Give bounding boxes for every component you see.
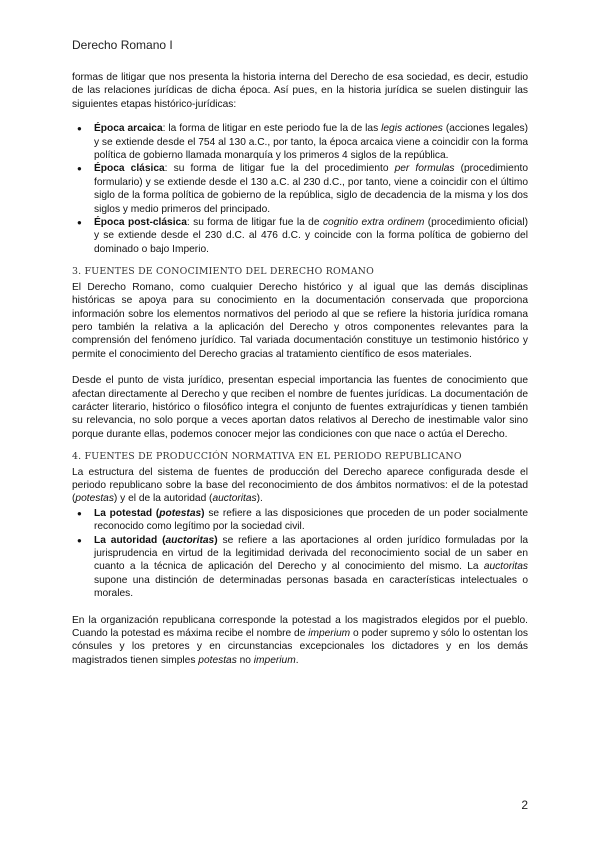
text: auctoritas	[165, 534, 215, 546]
text: o poder supremo y sólo lo ostentan los cónsules y los pretores y en circunstancias excepcionales los dictadores y en los demás magistrados tienen simples	[72, 628, 528, 666]
text: : la forma de litigar en este periodo fue la de las	[162, 123, 382, 135]
text: auctoritas	[212, 493, 257, 505]
list-item-epoca-arcaica	[72, 122, 528, 162]
normative-spheres-list	[72, 507, 528, 601]
section3-paragraph-2: Desde el punto de vista jurídico, presentan especial importancia las fuentes de conocimiento que afectan directamente al Derecho y que reciben el nombre de fuentes jurídicas. La documentación de carácter literario, histórico o filosófico integra el conjunto de fuentes extrajurídicas y tienen también su relevancia, no solo porque a veces aportan datos relativos al Derecho de inestimable valor sino porque durante ellas, podemos conocer mejor las condiciones con que nace o actúa el Derecho.	[72, 375, 528, 440]
running-header: Derecho Romano I	[72, 38, 173, 52]
text: ).	[256, 493, 263, 505]
text: : su forma de litigar fue la del procedimiento	[164, 163, 395, 175]
historical-stages-list	[72, 122, 528, 256]
text: potestas	[159, 507, 202, 519]
text: (acciones legales) y se extiende desde el 754 al 130 a.C., por tanto, la época arcaica viene a coincidir con la forma política de gobierno llamada monarquía y los primeros 4 siglos de la república.	[94, 123, 529, 162]
term-per-formulas: per formulas	[394, 163, 455, 175]
list-item-potestad	[72, 507, 528, 534]
text: se refiere a las disposiciones que proceden de un poder socialmente reconocido como legítimo por la sociedad civil.	[94, 507, 528, 533]
section4-final-paragraph	[72, 614, 528, 668]
term-legis-actiones: legis actiones	[381, 123, 443, 135]
text: ) y el de la autoridad (	[113, 493, 213, 505]
section4-intro-paragraph	[72, 466, 528, 506]
text: : su forma de litigar fue la de	[186, 217, 323, 229]
term-potestad	[94, 508, 205, 519]
text: (procedimiento formulario) y se extiende desde el 130 a.C. al 230 d.C., por tanto, viene a coincidir con el último siglo de la forma política de gobierno de la república, siglo de decadencia de la misma y los dos siglos y medio primeros del principado.	[94, 163, 528, 215]
text: imperium	[308, 628, 351, 640]
intro-paragraph: formas de litigar que nos presenta la historia interna del Derecho de esa sociedad, es decir, estudio de las relaciones jurídicas de dicha época. Así pues, en la historia jurídica se suelen distinguir las siguientes etapas histórico-jurídicas:	[72, 72, 528, 110]
text: potestas	[75, 493, 114, 505]
text: imperium	[253, 654, 296, 666]
text: .	[295, 654, 299, 666]
text: (procedimiento oficial) y se extiende desde el 230 d.C. al 476 d.C. y coincide con la forma política de gobierno del dominado o bajo Imperio.	[94, 217, 528, 255]
document-body	[72, 71, 528, 667]
term-cognitio-extra-ordinem: cognitio extra ordinem	[322, 217, 425, 229]
text: )	[214, 534, 218, 546]
list-item-epoca-clasica	[72, 162, 528, 216]
text: auctoritas	[483, 561, 528, 573]
text: La autoridad (	[94, 534, 166, 546]
text: supone una distinción de determinadas personas basada en características intelectuales o morales.	[94, 574, 528, 600]
page-number: 2	[521, 798, 528, 812]
text: se refiere a las aportaciones al orden jurídico formuladas por la jurisprudencia en virtud de la legitimidad derivada del reconocimiento social de un saber en cuanto a la técnica de aplicación del Derecho y al conocimiento del mismo. La	[94, 534, 529, 573]
text: )	[201, 507, 205, 519]
text: La potestad (	[94, 507, 160, 519]
text: potestas	[198, 654, 237, 666]
text: En la organización republicana corresponde la potestad a los magistrados elegidos por el pueblo. Cuando la potestad es máxima recibe el nombre de	[72, 614, 528, 640]
text: no	[236, 654, 254, 666]
text: La estructura del sistema de fuentes de producción del Derecho aparece configurada desde el periodo republicano sobre la base del reconocimiento de dos ámbitos normativos: el de la potestad (	[72, 466, 528, 505]
section-heading-fuentes-produccion: 4. FUENTES DE PRODUCCIÓN NORMATIVA EN EL PERIODO REPUBLICANO	[72, 451, 462, 463]
term-autoridad	[94, 535, 218, 546]
list-item-autoridad	[72, 534, 528, 601]
section-heading-fuentes-conocimiento: 3. FUENTES DE CONOCIMIENTO DEL DERECHO ROMANO	[72, 266, 374, 278]
section3-paragraph-1: El Derecho Romano, como cualquier Derecho histórico y al igual que las demás disciplinas históricas se apoya para su conocimiento en la documentación conservada que proporciona información sobre los elementos normativos del periodo al que se refiere la historia jurídica romana pero también la relativa a la aplicación del Derecho y otros componentes relevantes para la comprensión del fenómeno jurídico. Tal variada documentación constituye un testimonio histórico y permite el conocimiento del Derecho gracias al tratamiento científico de esos materiales.	[72, 281, 528, 360]
term-epoca-clasica: Época clásica	[94, 163, 165, 175]
list-item-epoca-post-clasica	[72, 216, 528, 256]
term-epoca-post-clasica: Época post-clásica	[94, 217, 187, 229]
term-epoca-arcaica: Época arcaica	[94, 123, 163, 135]
